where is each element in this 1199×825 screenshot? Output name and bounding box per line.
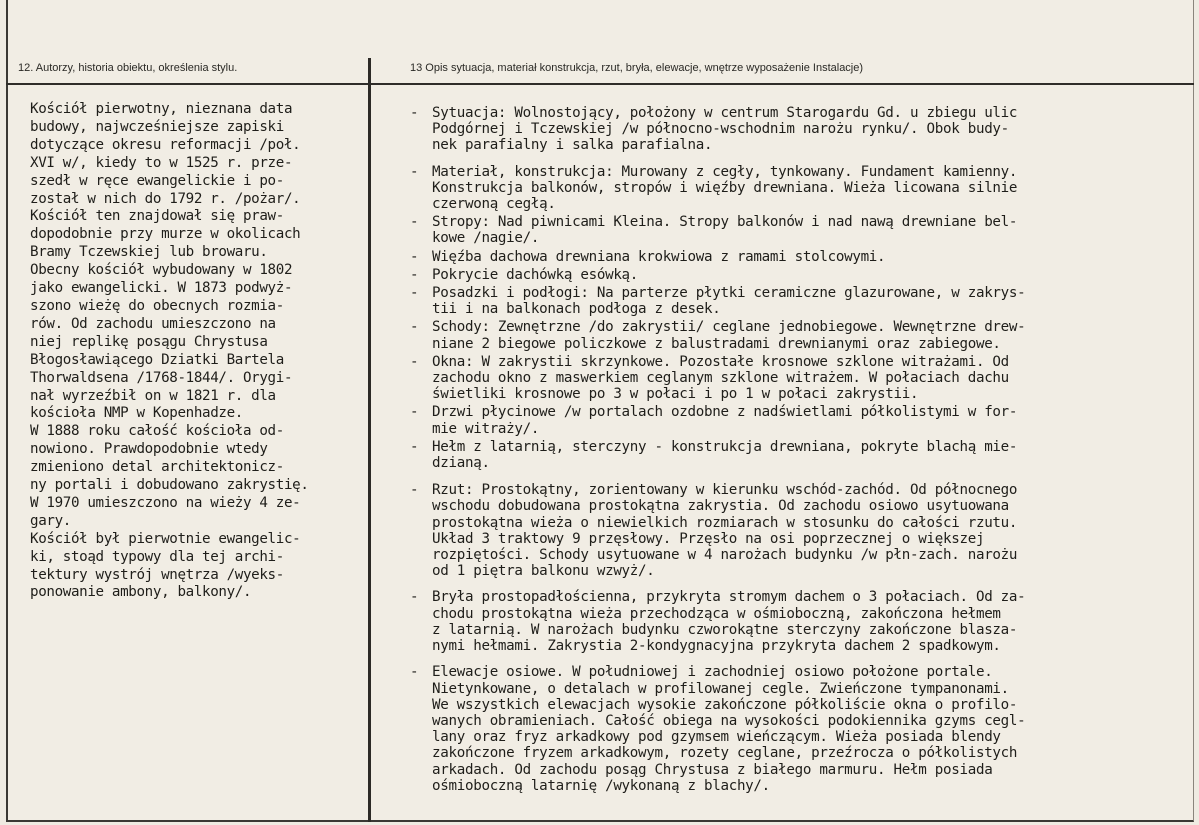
history-line: niej replikę posągu Chrystusa <box>30 333 268 350</box>
item-line: arkadach. Od zachodu posąg Chrystusa z białego marmuru. Hełm posiada <box>432 761 993 778</box>
item-dash: - <box>410 353 419 370</box>
history-line: dopodobnie przy murze w okolicach <box>30 226 301 243</box>
description-item <box>406 214 1186 246</box>
item-dash: - <box>410 589 419 606</box>
item-line: Elewacje osiowe. W południowej i zachodniej osiowo położone portale. <box>432 664 993 681</box>
item-line: wschodu dobudowana prostokątna zakrystia. Od zachodu osiowo usytuowana <box>432 498 1009 515</box>
item-line: Posadzki i podłogi: Na parterze płytki ceramiczne glazurowane, w zakrys- <box>432 285 1026 302</box>
item-line: kowe /nagie/. <box>432 230 540 247</box>
history-line: zmieniono detal architektonicz- <box>30 459 284 476</box>
item-line: Konstrukcja balkonów, stropów i więźby drewniana. Wieża licowana silnie <box>432 179 1018 196</box>
item-line: niane 2 biegowe policzkowe z balustradami drewnianymi oraz zabiegowe. <box>432 335 1001 352</box>
item-dash: - <box>410 319 419 336</box>
history-line: Kościół był pierwotnie ewangelic- <box>30 530 301 547</box>
item-line: Materiał, konstrukcja: Murowany z cegły, tynkowany. Fundament kamienny. <box>432 163 1018 180</box>
item-line: zachodu okno z maswerkiem ceglanym szklone witrażem. W połaciach dachu <box>432 370 1009 387</box>
history-line: szono wieżę do obecnych rozmia- <box>30 297 284 314</box>
history-line: został w nich do 1792 r. /pożar/. <box>30 190 301 207</box>
item-line: We wszystkich elewacjach wysokie zakończone półkoliście okna o profilo- <box>432 696 1018 713</box>
section-12-header: 12. Autorzy, historia obiektu, określenia stylu. <box>18 62 238 74</box>
history-line: szedł w ręce ewangelickie i po- <box>30 172 284 189</box>
section-13-header: 13 Opis sytuacja, materiał konstrukcja, rzut, bryła, elewacje, wnętrze wyposażenie Instalacje) <box>410 62 864 74</box>
item-line: Bryła prostopadłościenna, przykryta stromym dachem o 3 połaciach. Od za- <box>432 589 1026 606</box>
description-item <box>406 319 1186 351</box>
item-line: wanych obramieniach. Całość obiega na wysokości podokiennika gzyms cegl- <box>432 712 1026 729</box>
history-line: jako ewangelicki. W 1873 podwyż- <box>30 280 293 297</box>
history-line: ny portali i dobudowano zakrystię. <box>30 477 309 494</box>
item-line: nymi hełmami. Zakrystia 2-kondygnacyjna przykryta dachem 2 spadkowym. <box>432 638 1001 655</box>
history-line: nał wyrzeźbił on w 1821 r. dla <box>30 387 276 404</box>
description-item <box>406 164 1186 213</box>
item-line: Układ 3 traktowy 9 przęsłowy. Przęsło na osi poprzecznej o większej <box>432 530 985 547</box>
history-line: gary. <box>30 512 71 529</box>
description-item <box>406 439 1186 471</box>
history-line: W 1970 umieszczono na wieży 4 ze- <box>30 494 301 511</box>
item-line: nek parafialny i salka parafialna. <box>432 137 713 154</box>
item-dash: - <box>410 404 419 421</box>
item-line: Stropy: Nad piwnicami Kleina. Stropy balkonów i nad nawą drewniane bel- <box>432 214 1018 231</box>
item-line: lany oraz fryz arkadkowy pod gzymsem wieńczącym. Wieża posiada blendy <box>432 729 1001 746</box>
history-line: W 1888 roku całość kościoła od- <box>30 423 284 440</box>
item-line: zakończone fryzem arkadkowym, rozety ceglane, przeźrocza o półkolistych <box>432 745 1018 762</box>
history-line: Obecny kościół wybudowany w 1802 <box>30 262 293 279</box>
history-line: ki, stoąd typowy dla tej archi- <box>30 548 284 565</box>
history-line: budowy, najwcześniejsze zapiski <box>30 118 284 135</box>
item-line: Drzwi płycinowe /w portalach ozdobne z nadświetlami półkolistymi w for- <box>432 404 1018 421</box>
header-divider <box>6 83 1194 85</box>
item-line: Podgórnej i Tczewskiej /w północno-wschodnim narożu rynku/. Obok budy- <box>432 121 1009 138</box>
item-line: świetliki krosnowe po 3 w połaci i po 1 w połaci zakrystii. <box>432 386 919 403</box>
item-dash: - <box>410 482 419 499</box>
item-line: chodu prostokątna wieża przechodząca w ośmioboczną, zakończona hełmem <box>432 605 1001 622</box>
item-line: Rzut: Prostokątny, zorientowany w kierunku wschód-zachód. Od północnego <box>432 482 1018 499</box>
description-item <box>406 105 1186 154</box>
item-line: rozpiętości. Schody usytuowane w 4 narożach budynku /w płn-zach. narożu <box>432 547 1018 564</box>
item-dash: - <box>410 163 419 180</box>
item-line: od 1 piętra balkonu wzwyż/. <box>432 563 655 580</box>
history-line: tektury wystrój wnętrza /wyeks- <box>30 566 284 583</box>
history-line: Błogosławiącego Dziatki Bartela <box>30 351 284 368</box>
history-line: Kościół pierwotny, nieznana data <box>30 101 293 117</box>
description-item <box>406 404 1186 436</box>
item-line: Pokrycie dachówką esówką. <box>432 266 639 283</box>
history-line: dotyczące okresu reformacji /poł. <box>30 136 301 153</box>
history-line: Bramy Tczewskiej lub browaru. <box>30 244 268 261</box>
item-line: dzianą. <box>432 455 490 472</box>
item-line: Więźba dachowa drewniana krokwiowa z ramami stolcowymi. <box>432 248 886 265</box>
item-dash: - <box>410 248 419 265</box>
item-line: ośmioboczną latarnię /wykonaną z blachy/. <box>432 777 770 794</box>
description-item <box>406 589 1186 654</box>
item-line: Sytuacja: Wolnostojący, położony w centrum Starogardu Gd. u zbiegu ulic <box>432 105 1018 121</box>
history-line: Thorwaldsena /1768-1844/. Orygi- <box>30 369 293 386</box>
item-dash: - <box>410 266 419 283</box>
description-item <box>406 354 1186 403</box>
description-item <box>406 249 1186 265</box>
history-line: rów. Od zachodu umieszczono na <box>30 315 276 332</box>
history-text <box>30 101 362 602</box>
description-item <box>406 664 1186 794</box>
history-line: kościoła NMP w Kopenhadze. <box>30 405 243 422</box>
item-line: tii i na balkonach podłoga z desek. <box>432 301 721 318</box>
description-item <box>406 267 1186 283</box>
item-dash: - <box>410 105 419 121</box>
history-line: nowiono. Prawdopodobnie wtedy <box>30 441 268 458</box>
description-item <box>406 285 1186 317</box>
item-dash: - <box>410 214 419 231</box>
item-line: Hełm z latarnią, sterczyny - konstrukcja drewniana, pokryte blachą mie- <box>432 438 1018 455</box>
item-line: mie witraży/. <box>432 420 540 437</box>
history-line: ponowanie ambony, balkony/. <box>30 584 252 601</box>
history-line: Kościół ten znajdował się praw- <box>30 208 284 225</box>
item-line: prostokątna wieża o niewielkich rozmiarach w stosunku do całości rzutu. <box>432 514 1018 531</box>
item-line: z latarnią. W narożach budynku czworokątne sterczyny zakończone blasza- <box>432 621 1018 638</box>
history-line: XVI w/, kiedy to w 1525 r. prze- <box>30 154 293 171</box>
item-line: Schody: Zewnętrzne /do zakrystii/ ceglane jednobiegowe. Wewnętrzne drew- <box>432 319 1026 336</box>
description-item <box>406 482 1186 579</box>
item-dash: - <box>410 664 419 681</box>
description-list <box>406 103 1186 794</box>
item-line: Nietynkowane, o detalach w profilowanej cegle. Zwieńczone tympanonami. <box>432 680 1009 697</box>
column-divider <box>368 58 371 822</box>
item-line: Okna: W zakrystii skrzynkowe. Pozostałe krosnowe szklone witrażami. Od <box>432 353 1009 370</box>
item-dash: - <box>410 438 419 455</box>
item-line: czerwoną cegłą. <box>432 196 556 213</box>
item-dash: - <box>410 285 419 302</box>
